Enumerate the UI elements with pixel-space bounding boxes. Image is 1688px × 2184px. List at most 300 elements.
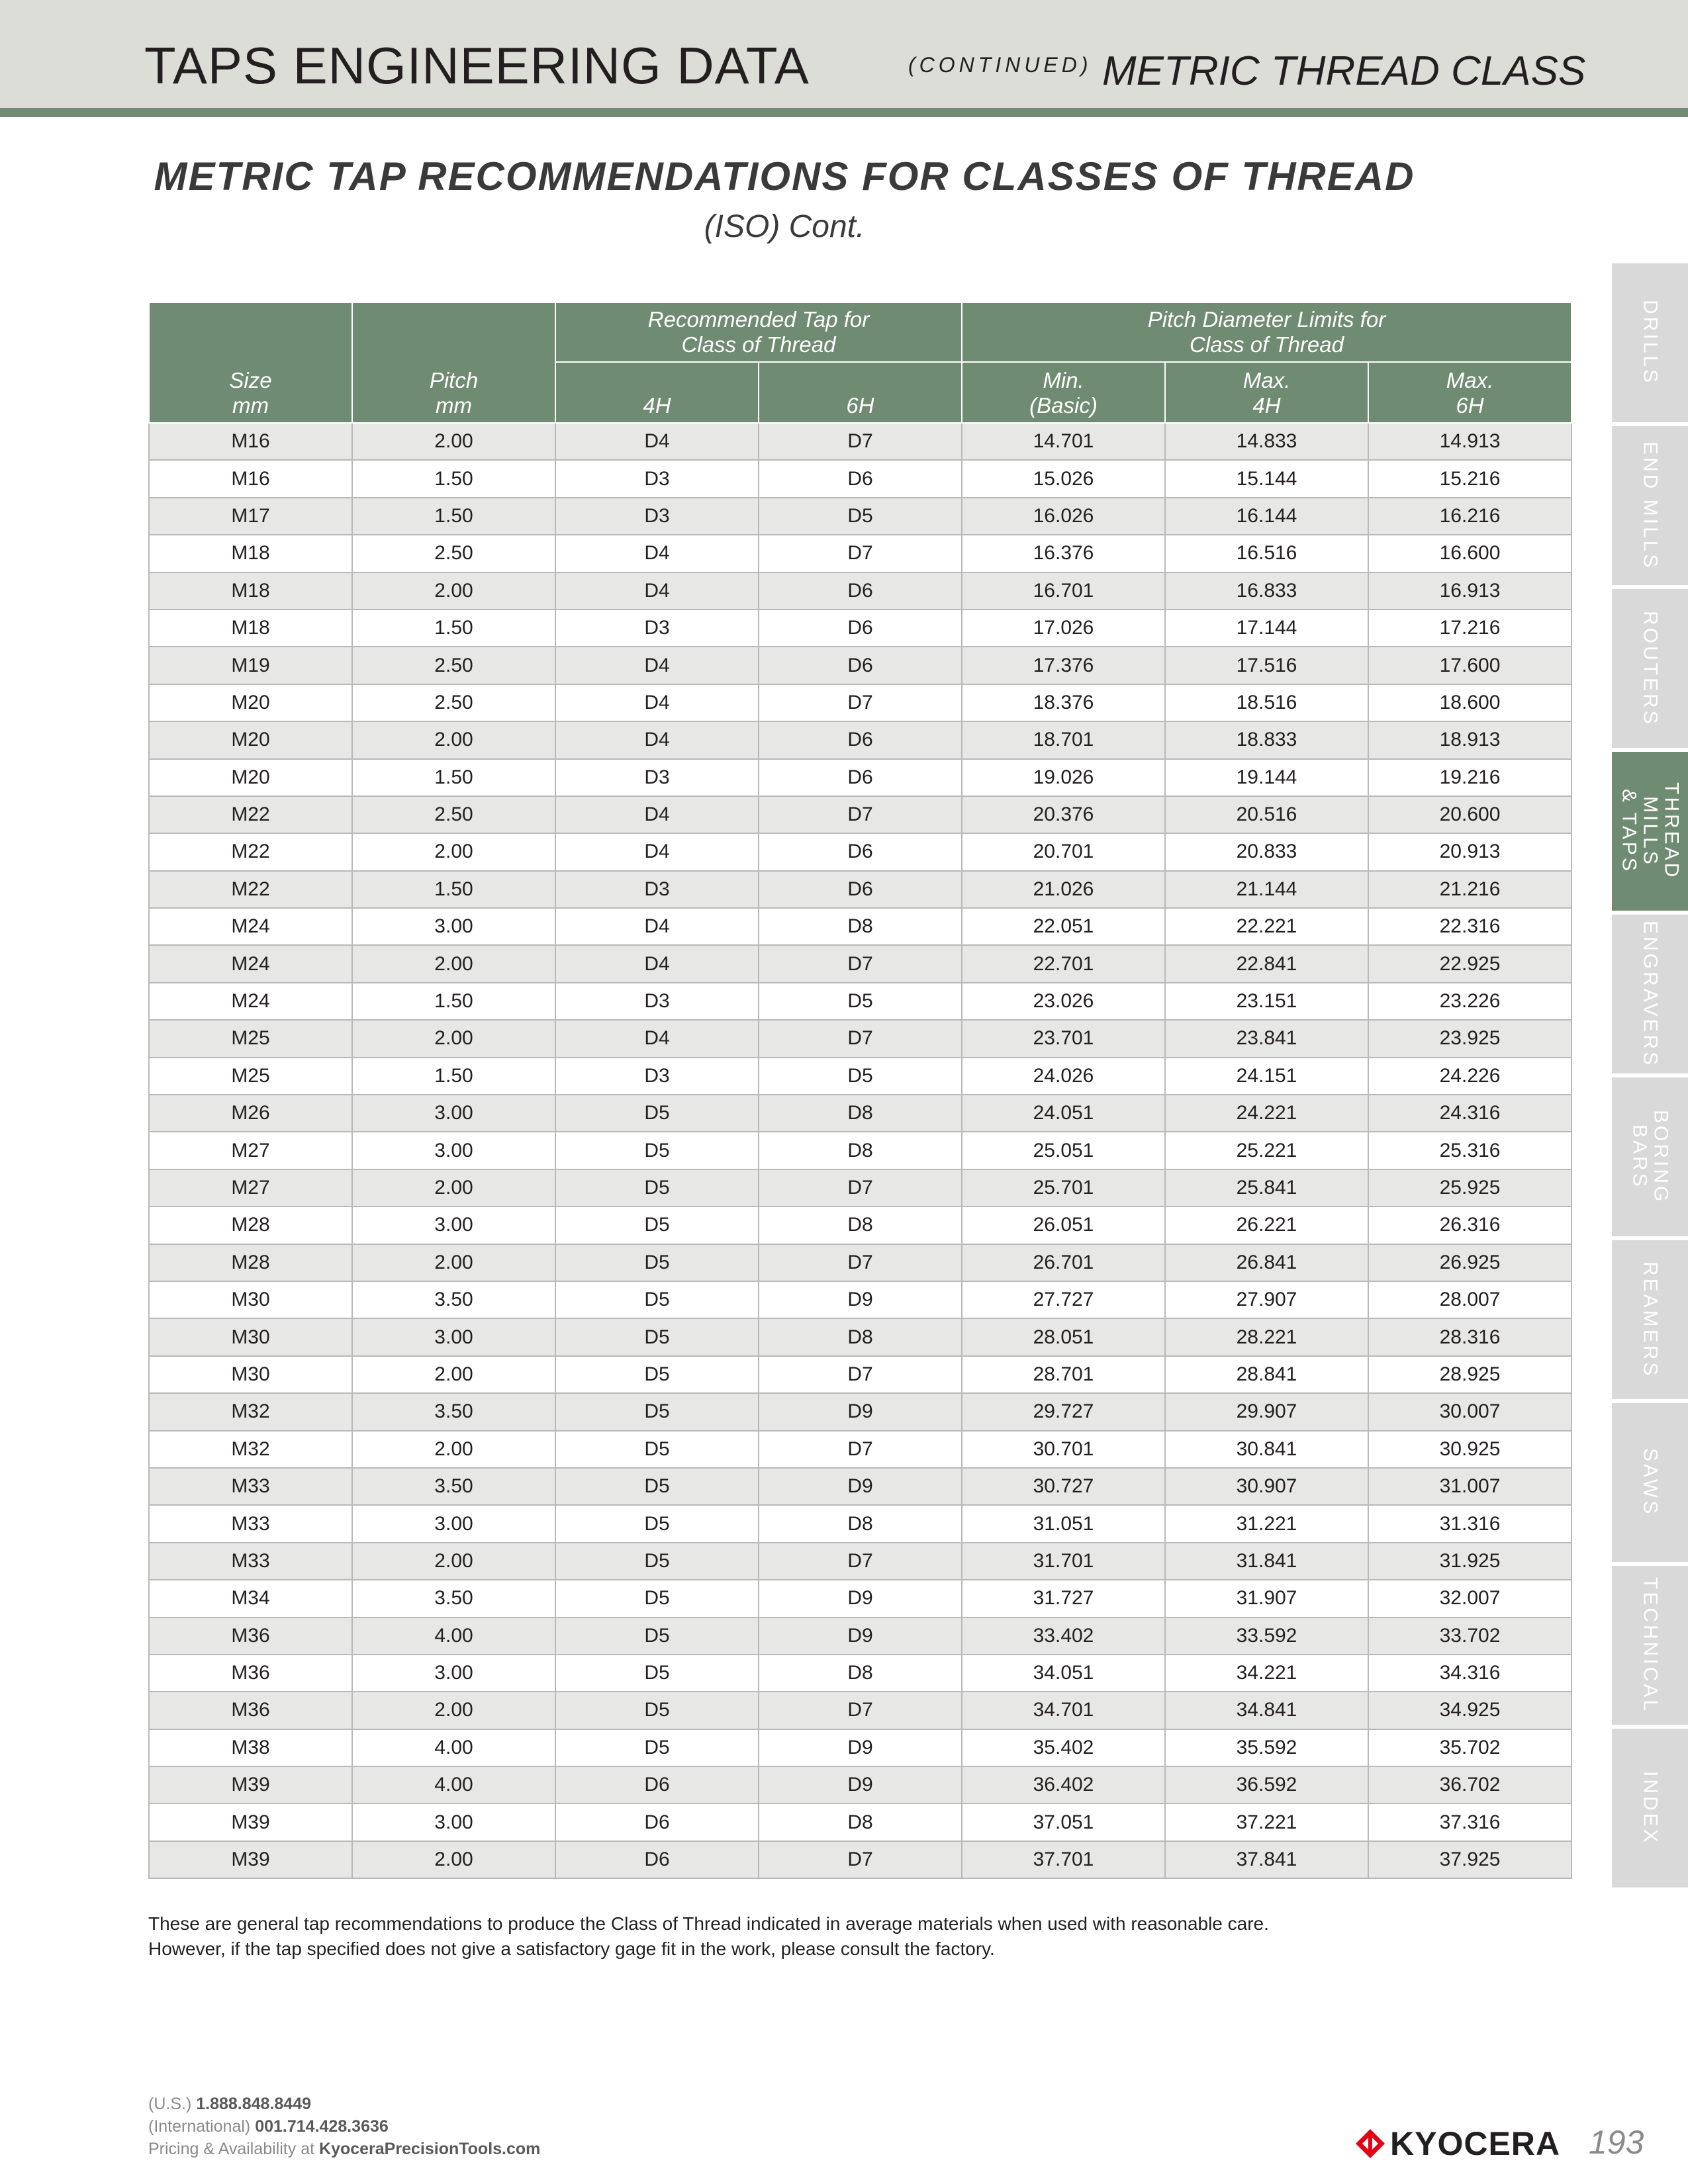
- cell-pd-max-4h: 33.592: [1165, 1617, 1368, 1655]
- table-row: [149, 796, 1571, 833]
- table-row: [149, 1132, 1571, 1169]
- cell-size: M16: [149, 423, 352, 460]
- cell-tap-4h: D4: [555, 908, 759, 945]
- cell-tap-6h: D8: [759, 1132, 962, 1169]
- table-row: [149, 908, 1571, 945]
- cell-tap-4h: D6: [555, 1803, 759, 1841]
- cell-tap-6h: D8: [759, 1318, 962, 1355]
- cell-pd-max-4h: 37.221: [1165, 1803, 1368, 1841]
- cell-tap-4h: D4: [555, 945, 759, 982]
- cell-tap-6h: D6: [759, 721, 962, 758]
- section-tab[interactable]: [1612, 1566, 1688, 1725]
- cell-pd-max-4h: 19.144: [1165, 759, 1368, 796]
- cell-pd-min-basic: 18.701: [962, 721, 1165, 758]
- section-tab-label: INDEX: [1639, 1771, 1662, 1845]
- cell-tap-4h: D5: [555, 1580, 759, 1617]
- cell-pd-max-4h: 22.221: [1165, 908, 1368, 945]
- cell-tap-6h: D9: [759, 1281, 962, 1318]
- cell-tap-4h: D6: [555, 1841, 759, 1878]
- cell-tap-4h: D3: [555, 983, 759, 1020]
- cell-pd-min-basic: 33.402: [962, 1617, 1165, 1655]
- cell-tap-4h: D4: [555, 833, 759, 870]
- cell-pitch: 1.50: [352, 1058, 555, 1095]
- cell-pd-min-basic: 36.402: [962, 1766, 1165, 1803]
- cell-pd-max-4h: 31.841: [1165, 1543, 1368, 1580]
- cell-pd-max-6h: 37.316: [1368, 1803, 1571, 1841]
- cell-pd-max-4h: 25.841: [1165, 1169, 1368, 1206]
- thread-class-table: [148, 302, 1572, 1879]
- column-header-size: Size mm: [149, 302, 352, 423]
- cell-size: M30: [149, 1318, 352, 1355]
- cell-pd-max-6h: 31.316: [1368, 1505, 1571, 1542]
- cell-tap-6h: D6: [759, 833, 962, 870]
- cell-tap-6h: D7: [759, 1692, 962, 1729]
- section-tab-label: TECHNICAL: [1639, 1576, 1662, 1714]
- cell-size: M30: [149, 1281, 352, 1318]
- cell-size: M38: [149, 1729, 352, 1766]
- cell-pd-max-6h: 19.216: [1368, 759, 1571, 796]
- cell-pitch: 2.50: [352, 535, 555, 572]
- section-tab[interactable]: [1612, 915, 1688, 1073]
- cell-pd-min-basic: 22.051: [962, 908, 1165, 945]
- cell-pd-max-6h: 24.226: [1368, 1058, 1571, 1095]
- cell-size: M33: [149, 1543, 352, 1580]
- cell-pd-max-4h: 34.221: [1165, 1655, 1368, 1692]
- footnote-line-2: However, if the tap specified does not give a satisfactory gage fit in the work, please consult the factory.: [148, 1938, 995, 1959]
- cell-pd-max-6h: 17.600: [1368, 647, 1571, 684]
- cell-pitch: 2.00: [352, 1356, 555, 1393]
- page-subtitle: (ISO) Cont.: [704, 209, 865, 244]
- cell-pitch: 2.50: [352, 796, 555, 833]
- cell-pd-max-6h: 32.007: [1368, 1580, 1571, 1617]
- cell-pd-max-6h: 22.925: [1368, 945, 1571, 982]
- section-tab-label: DRILLS: [1639, 300, 1662, 386]
- cell-pd-min-basic: 34.701: [962, 1692, 1165, 1729]
- cell-pd-max-4h: 25.221: [1165, 1132, 1368, 1169]
- table-row: [149, 871, 1571, 908]
- cell-pitch: 3.50: [352, 1468, 555, 1505]
- cell-size: M26: [149, 1095, 352, 1132]
- cell-pd-max-4h: 26.221: [1165, 1206, 1368, 1244]
- cell-pitch: 1.50: [352, 983, 555, 1020]
- cell-size: M32: [149, 1431, 352, 1468]
- cell-pd-max-4h: 18.833: [1165, 721, 1368, 758]
- cell-pd-max-4h: 14.833: [1165, 423, 1368, 460]
- footer-contact: [148, 2093, 540, 2160]
- page-number: 193: [1589, 2124, 1644, 2161]
- section-tab-label: SAWS: [1639, 1448, 1662, 1517]
- cell-pd-max-4h: 20.833: [1165, 833, 1368, 870]
- cell-tap-4h: D6: [555, 1766, 759, 1803]
- cell-pd-max-4h: 26.841: [1165, 1244, 1368, 1281]
- cell-tap-4h: D5: [555, 1729, 759, 1766]
- section-tab[interactable]: [1612, 1240, 1688, 1399]
- cell-pitch: 2.00: [352, 833, 555, 870]
- cell-pitch: 1.50: [352, 460, 555, 497]
- cell-pd-min-basic: 31.727: [962, 1580, 1165, 1617]
- us-phone: 1.888.848.8449: [196, 2095, 312, 2113]
- cell-pd-max-4h: 27.907: [1165, 1281, 1368, 1318]
- section-tab[interactable]: [1612, 263, 1688, 422]
- cell-size: M36: [149, 1655, 352, 1692]
- cell-pitch: 2.00: [352, 1841, 555, 1878]
- cell-pd-max-4h: 16.516: [1165, 535, 1368, 572]
- table-row: [149, 833, 1571, 870]
- table-row: [149, 1206, 1571, 1244]
- cell-size: M25: [149, 1020, 352, 1057]
- cell-pd-min-basic: 37.701: [962, 1841, 1165, 1878]
- cell-pd-min-basic: 16.376: [962, 535, 1165, 572]
- cell-tap-4h: D5: [555, 1095, 759, 1132]
- table-row: [149, 1318, 1571, 1355]
- cell-tap-4h: D3: [555, 610, 759, 647]
- section-tab[interactable]: [1612, 1403, 1688, 1562]
- cell-pd-max-4h: 18.516: [1165, 684, 1368, 721]
- cell-tap-6h: D7: [759, 1169, 962, 1206]
- cell-pd-max-4h: 35.592: [1165, 1729, 1368, 1766]
- cell-tap-6h: D7: [759, 1543, 962, 1580]
- cell-pitch: 2.00: [352, 423, 555, 460]
- page-header: [0, 0, 1688, 117]
- cell-size: M24: [149, 908, 352, 945]
- table-row: [149, 1729, 1571, 1766]
- cell-pd-max-6h: 25.316: [1368, 1132, 1571, 1169]
- table-row: [149, 460, 1571, 497]
- cell-pd-max-6h: 26.316: [1368, 1206, 1571, 1244]
- table-row: [149, 423, 1571, 460]
- cell-pd-max-6h: 28.925: [1368, 1356, 1571, 1393]
- cell-tap-6h: D7: [759, 535, 962, 572]
- cell-tap-6h: D7: [759, 1244, 962, 1281]
- cell-pitch: 4.00: [352, 1766, 555, 1803]
- cell-pd-min-basic: 23.026: [962, 983, 1165, 1020]
- section-tab-label: END MILLS: [1639, 441, 1662, 570]
- cell-pd-max-6h: 35.702: [1368, 1729, 1571, 1766]
- cell-pd-min-basic: 29.727: [962, 1393, 1165, 1430]
- cell-pd-max-6h: 30.007: [1368, 1393, 1571, 1430]
- table-row: [149, 1543, 1571, 1580]
- cell-size: M33: [149, 1505, 352, 1542]
- cell-tap-4h: D5: [555, 1244, 759, 1281]
- cell-tap-6h: D8: [759, 1206, 962, 1244]
- cell-pd-max-6h: 31.007: [1368, 1468, 1571, 1505]
- cell-size: M24: [149, 945, 352, 982]
- cell-pitch: 2.00: [352, 1431, 555, 1468]
- cell-pitch: 3.00: [352, 1505, 555, 1542]
- cell-tap-4h: D3: [555, 498, 759, 535]
- cell-pd-max-6h: 25.925: [1368, 1169, 1571, 1206]
- table-row: [149, 1692, 1571, 1729]
- cell-size: M39: [149, 1766, 352, 1803]
- cell-pd-min-basic: 24.026: [962, 1058, 1165, 1095]
- cell-pd-min-basic: 17.376: [962, 647, 1165, 684]
- cell-tap-4h: D3: [555, 1058, 759, 1095]
- section-tab[interactable]: [1612, 1729, 1688, 1888]
- cell-tap-4h: D5: [555, 1393, 759, 1430]
- cell-pd-min-basic: 15.026: [962, 460, 1165, 497]
- group-header-pitch-diameter: Pitch Diameter Limits for Class of Thread: [962, 302, 1571, 362]
- table-body: [149, 423, 1571, 1878]
- section-tab[interactable]: [1612, 589, 1688, 748]
- cell-size: M18: [149, 535, 352, 572]
- footnote: [148, 1911, 1269, 1962]
- cell-size: M20: [149, 721, 352, 758]
- cell-size: M28: [149, 1206, 352, 1244]
- table-row: [149, 1655, 1571, 1692]
- table-row: [149, 945, 1571, 982]
- cell-pd-max-6h: 20.600: [1368, 796, 1571, 833]
- cell-pitch: 2.00: [352, 945, 555, 982]
- table-row: [149, 1169, 1571, 1206]
- cell-size: M18: [149, 572, 352, 610]
- cell-pd-max-4h: 21.144: [1165, 871, 1368, 908]
- cell-pd-max-4h: 23.151: [1165, 983, 1368, 1020]
- cell-tap-6h: D9: [759, 1617, 962, 1655]
- column-header-pitch: Pitch mm: [352, 302, 555, 423]
- cell-tap-4h: D5: [555, 1206, 759, 1244]
- cell-pd-max-4h: 37.841: [1165, 1841, 1368, 1878]
- cell-tap-4h: D4: [555, 721, 759, 758]
- cell-pd-min-basic: 16.026: [962, 498, 1165, 535]
- cell-tap-4h: D4: [555, 796, 759, 833]
- cell-pd-min-basic: 34.051: [962, 1655, 1165, 1692]
- cell-tap-6h: D5: [759, 1058, 962, 1095]
- cell-pitch: 2.00: [352, 1543, 555, 1580]
- cell-pd-min-basic: 28.701: [962, 1356, 1165, 1393]
- cell-tap-4h: D5: [555, 1655, 759, 1692]
- cell-pd-min-basic: 17.026: [962, 610, 1165, 647]
- table-row: [149, 759, 1571, 796]
- cell-size: M25: [149, 1058, 352, 1095]
- cell-pd-min-basic: 20.701: [962, 833, 1165, 870]
- cell-pd-max-6h: 24.316: [1368, 1095, 1571, 1132]
- column-header-max-4h: Max. 4H: [1165, 362, 1368, 423]
- cell-size: M39: [149, 1803, 352, 1841]
- table-row: [149, 535, 1571, 572]
- table-row: [149, 1058, 1571, 1095]
- cell-pitch: 2.00: [352, 1169, 555, 1206]
- table-row: [149, 1468, 1571, 1505]
- cell-pd-max-6h: 16.913: [1368, 572, 1571, 610]
- cell-tap-6h: D7: [759, 796, 962, 833]
- cell-tap-6h: D7: [759, 684, 962, 721]
- table-row: [149, 684, 1571, 721]
- cell-size: M16: [149, 460, 352, 497]
- website-link[interactable]: KyoceraPrecisionTools.com: [319, 2140, 541, 2158]
- cell-pd-max-4h: 34.841: [1165, 1692, 1368, 1729]
- cell-pd-max-4h: 22.841: [1165, 945, 1368, 982]
- table-row: [149, 1803, 1571, 1841]
- cell-pd-max-6h: 16.216: [1368, 498, 1571, 535]
- brand-name: KYOCERA: [1390, 2125, 1561, 2162]
- cell-size: M28: [149, 1244, 352, 1281]
- cell-pitch: 1.50: [352, 610, 555, 647]
- cell-pd-max-4h: 31.221: [1165, 1505, 1368, 1542]
- cell-pd-min-basic: 19.026: [962, 759, 1165, 796]
- cell-pd-min-basic: 24.051: [962, 1095, 1165, 1132]
- cell-tap-6h: D7: [759, 1356, 962, 1393]
- table-row: [149, 1020, 1571, 1057]
- cell-pitch: 1.50: [352, 871, 555, 908]
- cell-tap-4h: D3: [555, 460, 759, 497]
- cell-size: M22: [149, 871, 352, 908]
- table-row: [149, 498, 1571, 535]
- cell-tap-4h: D5: [555, 1692, 759, 1729]
- cell-tap-6h: D9: [759, 1580, 962, 1617]
- cell-pitch: 3.00: [352, 1318, 555, 1355]
- section-tab-label: REAMERS: [1639, 1261, 1662, 1379]
- table-row: [149, 1095, 1571, 1132]
- cell-pd-min-basic: 27.727: [962, 1281, 1165, 1318]
- section-tab-label: THREAD MILLS & TAPS: [1618, 782, 1683, 880]
- cell-pd-max-6h: 30.925: [1368, 1431, 1571, 1468]
- cell-tap-6h: D6: [759, 647, 962, 684]
- table-row: [149, 1356, 1571, 1393]
- cell-size: M36: [149, 1617, 352, 1655]
- cell-pd-min-basic: 25.051: [962, 1132, 1165, 1169]
- cell-tap-6h: D6: [759, 460, 962, 497]
- kyocera-logo: [1356, 2124, 1560, 2163]
- table-row: [149, 647, 1571, 684]
- header-title: TAPS ENGINEERING DATA: [144, 36, 810, 95]
- cell-pd-min-basic: 16.701: [962, 572, 1165, 610]
- cell-pitch: 3.50: [352, 1393, 555, 1430]
- cell-pd-min-basic: 35.402: [962, 1729, 1165, 1766]
- cell-tap-4h: D5: [555, 1617, 759, 1655]
- cell-pd-max-6h: 34.316: [1368, 1655, 1571, 1692]
- table-header: [149, 302, 1571, 423]
- cell-pd-max-6h: 14.913: [1368, 423, 1571, 460]
- footer-website-line: Pricing & Availability at KyoceraPrecisionTools.com: [148, 2140, 541, 2158]
- cell-pitch: 4.00: [352, 1617, 555, 1655]
- cell-tap-6h: D5: [759, 983, 962, 1020]
- cell-tap-4h: D3: [555, 759, 759, 796]
- cell-pd-max-4h: 24.151: [1165, 1058, 1368, 1095]
- cell-pd-max-6h: 18.600: [1368, 684, 1571, 721]
- cell-pd-min-basic: 30.727: [962, 1468, 1165, 1505]
- table-row: [149, 1244, 1571, 1281]
- table-row: [149, 1580, 1571, 1617]
- cell-pitch: 1.50: [352, 759, 555, 796]
- cell-tap-4h: D5: [555, 1505, 759, 1542]
- cell-tap-4h: D4: [555, 535, 759, 572]
- cell-pitch: 2.50: [352, 684, 555, 721]
- cell-pd-max-4h: 24.221: [1165, 1095, 1368, 1132]
- cell-size: M20: [149, 759, 352, 796]
- cell-pd-min-basic: 31.051: [962, 1505, 1165, 1542]
- cell-tap-4h: D4: [555, 423, 759, 460]
- cell-tap-4h: D4: [555, 572, 759, 610]
- column-header-min-basic: Min. (Basic): [962, 362, 1165, 423]
- cell-tap-6h: D7: [759, 1841, 962, 1878]
- cell-size: M32: [149, 1393, 352, 1430]
- cell-pd-max-4h: 16.833: [1165, 572, 1368, 610]
- cell-tap-4h: D4: [555, 647, 759, 684]
- section-tab[interactable]: [1612, 752, 1688, 911]
- cell-tap-6h: D9: [759, 1729, 962, 1766]
- cell-pd-max-6h: 31.925: [1368, 1543, 1571, 1580]
- cell-tap-4h: D5: [555, 1132, 759, 1169]
- cell-size: M24: [149, 983, 352, 1020]
- table-row: [149, 1281, 1571, 1318]
- cell-tap-6h: D6: [759, 572, 962, 610]
- cell-size: M22: [149, 796, 352, 833]
- section-tab-label: ROUTERS: [1639, 610, 1662, 727]
- cell-size: M18: [149, 610, 352, 647]
- cell-pitch: 3.00: [352, 908, 555, 945]
- cell-pd-max-6h: 37.925: [1368, 1841, 1571, 1878]
- cell-pitch: 2.00: [352, 572, 555, 610]
- footer-intl-phone-line: (International) 001.714.428.3636: [148, 2117, 389, 2136]
- cell-tap-6h: D6: [759, 759, 962, 796]
- section-tab[interactable]: [1612, 1077, 1688, 1236]
- cell-tap-4h: D5: [555, 1318, 759, 1355]
- cell-tap-6h: D6: [759, 871, 962, 908]
- cell-pd-max-6h: 17.216: [1368, 610, 1571, 647]
- cell-pitch: 3.50: [352, 1580, 555, 1617]
- cell-size: M20: [149, 684, 352, 721]
- cell-tap-6h: D8: [759, 908, 962, 945]
- cell-pd-max-6h: 21.216: [1368, 871, 1571, 908]
- cell-pd-max-4h: 23.841: [1165, 1020, 1368, 1057]
- cell-pd-max-4h: 15.144: [1165, 460, 1368, 497]
- section-tab[interactable]: [1612, 426, 1688, 585]
- cell-tap-4h: D3: [555, 871, 759, 908]
- cell-pitch: 1.50: [352, 498, 555, 535]
- cell-pitch: 3.00: [352, 1095, 555, 1132]
- cell-pd-max-4h: 17.516: [1165, 647, 1368, 684]
- cell-pd-max-6h: 20.913: [1368, 833, 1571, 870]
- cell-pd-max-6h: 22.316: [1368, 908, 1571, 945]
- cell-pitch: 3.00: [352, 1206, 555, 1244]
- cell-pd-max-6h: 16.600: [1368, 535, 1571, 572]
- cell-tap-6h: D8: [759, 1095, 962, 1132]
- cell-pd-min-basic: 22.701: [962, 945, 1165, 982]
- cell-pd-max-4h: 17.144: [1165, 610, 1368, 647]
- cell-pd-min-basic: 30.701: [962, 1431, 1165, 1468]
- cell-pitch: 3.00: [352, 1655, 555, 1692]
- cell-pd-min-basic: 20.376: [962, 796, 1165, 833]
- cell-pd-min-basic: 18.376: [962, 684, 1165, 721]
- cell-tap-6h: D7: [759, 945, 962, 982]
- cell-pd-max-6h: 26.925: [1368, 1244, 1571, 1281]
- cell-size: M22: [149, 833, 352, 870]
- cell-pd-max-4h: 36.592: [1165, 1766, 1368, 1803]
- cell-tap-6h: D8: [759, 1803, 962, 1841]
- column-header-6h: 6H: [759, 362, 962, 423]
- cell-pd-max-4h: 28.221: [1165, 1318, 1368, 1355]
- footnote-line-1: These are general tap recommendations to produce the Class of Thread indicated in average materials when used with reasonable care.: [148, 1913, 1269, 1934]
- cell-tap-4h: D4: [555, 1020, 759, 1057]
- section-tab-label: BORING BARS: [1628, 1109, 1672, 1205]
- cell-size: M39: [149, 1841, 352, 1878]
- cell-tap-4h: D4: [555, 684, 759, 721]
- cell-pitch: 3.00: [352, 1803, 555, 1841]
- group-header-recommended-tap: Recommended Tap for Class of Thread: [555, 302, 962, 362]
- cell-size: M34: [149, 1580, 352, 1617]
- cell-pd-min-basic: 21.026: [962, 871, 1165, 908]
- cell-pd-min-basic: 25.701: [962, 1169, 1165, 1206]
- header-continued: (CONTINUED): [908, 53, 1092, 77]
- cell-tap-6h: D8: [759, 1655, 962, 1692]
- cell-pd-max-4h: 30.841: [1165, 1431, 1368, 1468]
- cell-pd-min-basic: 23.701: [962, 1020, 1165, 1057]
- cell-pd-max-6h: 18.913: [1368, 721, 1571, 758]
- cell-tap-6h: D8: [759, 1505, 962, 1542]
- page-title: METRIC TAP RECOMMENDATIONS FOR CLASSES OF THREAD: [154, 154, 1415, 199]
- cell-tap-4h: D5: [555, 1356, 759, 1393]
- cell-pd-max-6h: 28.007: [1368, 1281, 1571, 1318]
